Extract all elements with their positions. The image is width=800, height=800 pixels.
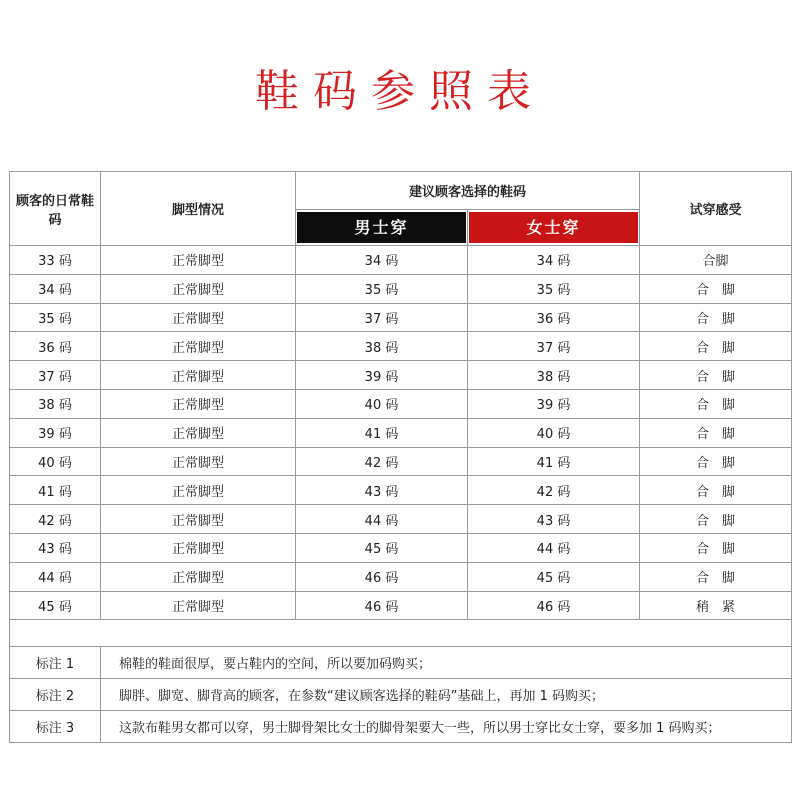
men-size-cell: 37 码 (296, 303, 468, 332)
header-women (468, 210, 640, 246)
table-row (10, 418, 792, 447)
men-size-cell: 44 码 (296, 505, 468, 534)
foot-type-cell: 正常脚型 (101, 476, 296, 505)
table-row (10, 447, 792, 476)
women-size-cell: 41 码 (468, 447, 640, 476)
note-label: 标注 3 (10, 711, 101, 743)
women-size-cell: 43 码 (468, 505, 640, 534)
daily-size-cell: 45 码 (10, 591, 101, 620)
women-size-cell: 34 码 (468, 246, 640, 275)
fit-feel-cell: 合 脚 (640, 274, 792, 303)
fit-feel-cell: 合 脚 (640, 505, 792, 534)
men-size-cell: 40 码 (296, 389, 468, 418)
daily-size-cell: 40 码 (10, 447, 101, 476)
daily-size-cell: 35 码 (10, 303, 101, 332)
daily-size-cell: 34 码 (10, 274, 101, 303)
note-row (10, 647, 792, 679)
daily-size-cell: 41 码 (10, 476, 101, 505)
spacer-cell (10, 620, 792, 647)
table-row (10, 476, 792, 505)
daily-size-cell: 38 码 (10, 389, 101, 418)
foot-type-cell: 正常脚型 (101, 361, 296, 390)
women-size-cell: 38 码 (468, 361, 640, 390)
fit-feel-cell: 合脚 (640, 246, 792, 275)
fit-feel-cell: 稍 紧 (640, 591, 792, 620)
men-size-cell: 41 码 (296, 418, 468, 447)
daily-size-cell: 33 码 (10, 246, 101, 275)
note-label: 标注 1 (10, 647, 101, 679)
fit-feel-cell: 合 脚 (640, 418, 792, 447)
women-size-cell: 45 码 (468, 562, 640, 591)
note-row (10, 711, 792, 743)
note-text: 棉鞋的鞋面很厚，要占鞋内的空间，所以要加码购买； (101, 647, 792, 679)
women-size-cell: 46 码 (468, 591, 640, 620)
daily-size-cell: 37 码 (10, 361, 101, 390)
table-row (10, 303, 792, 332)
spacer-row (10, 620, 792, 647)
page-title: 鞋码参照表 (255, 66, 545, 117)
table-row (10, 361, 792, 390)
women-size-cell: 39 码 (468, 389, 640, 418)
women-size-cell: 36 码 (468, 303, 640, 332)
men-size-cell: 42 码 (296, 447, 468, 476)
table-row (10, 533, 792, 562)
foot-type-cell: 正常脚型 (101, 389, 296, 418)
fit-feel-cell: 合 脚 (640, 447, 792, 476)
fit-feel-cell: 合 脚 (640, 476, 792, 505)
table-row (10, 389, 792, 418)
fit-feel-cell: 合 脚 (640, 303, 792, 332)
men-size-cell: 35 码 (296, 274, 468, 303)
fit-feel-cell: 合 脚 (640, 332, 792, 361)
women-size-cell: 37 码 (468, 332, 640, 361)
women-tag: 女士穿 (469, 212, 638, 243)
table-row (10, 562, 792, 591)
daily-size-cell: 43 码 (10, 533, 101, 562)
foot-type-cell: 正常脚型 (101, 447, 296, 476)
daily-size-cell: 44 码 (10, 562, 101, 591)
men-size-cell: 46 码 (296, 591, 468, 620)
note-text: 这款布鞋男女都可以穿，男士脚骨架比女士的脚骨架要大一些，所以男士穿比女士穿，要多加 1 码购买； (101, 711, 792, 743)
foot-type-cell: 正常脚型 (101, 591, 296, 620)
fit-feel-cell: 合 脚 (640, 562, 792, 591)
foot-type-cell: 正常脚型 (101, 418, 296, 447)
table-row (10, 246, 792, 275)
header-fit-feel: 试穿感受 (640, 172, 792, 246)
size-chart-table (9, 171, 792, 743)
men-size-cell: 46 码 (296, 562, 468, 591)
header-foot-type: 脚型情况 (101, 172, 296, 246)
header-men (296, 210, 468, 246)
men-size-cell: 38 码 (296, 332, 468, 361)
table-row (10, 332, 792, 361)
women-size-cell: 44 码 (468, 533, 640, 562)
men-size-cell: 45 码 (296, 533, 468, 562)
daily-size-cell: 39 码 (10, 418, 101, 447)
women-size-cell: 35 码 (468, 274, 640, 303)
foot-type-cell: 正常脚型 (101, 246, 296, 275)
women-size-cell: 40 码 (468, 418, 640, 447)
foot-type-cell: 正常脚型 (101, 303, 296, 332)
note-text: 脚胖、脚宽、脚背高的顾客，在参数“建议顾客选择的鞋码”基础上，再加 1 码购买； (101, 679, 792, 711)
header-suggested-size: 建议顾客选择的鞋码 (296, 172, 640, 210)
men-size-cell: 34 码 (296, 246, 468, 275)
header-daily-size: 顾客的日常鞋码 (10, 172, 101, 246)
note-label: 标注 2 (10, 679, 101, 711)
women-size-cell: 42 码 (468, 476, 640, 505)
note-row (10, 679, 792, 711)
foot-type-cell: 正常脚型 (101, 562, 296, 591)
daily-size-cell: 42 码 (10, 505, 101, 534)
men-size-cell: 43 码 (296, 476, 468, 505)
foot-type-cell: 正常脚型 (101, 332, 296, 361)
table-row (10, 274, 792, 303)
table-row (10, 505, 792, 534)
table-row (10, 591, 792, 620)
fit-feel-cell: 合 脚 (640, 533, 792, 562)
foot-type-cell: 正常脚型 (101, 533, 296, 562)
fit-feel-cell: 合 脚 (640, 361, 792, 390)
foot-type-cell: 正常脚型 (101, 505, 296, 534)
daily-size-cell: 36 码 (10, 332, 101, 361)
men-tag: 男士穿 (297, 212, 466, 243)
fit-feel-cell: 合 脚 (640, 389, 792, 418)
foot-type-cell: 正常脚型 (101, 274, 296, 303)
header-row (10, 172, 792, 210)
men-size-cell: 39 码 (296, 361, 468, 390)
